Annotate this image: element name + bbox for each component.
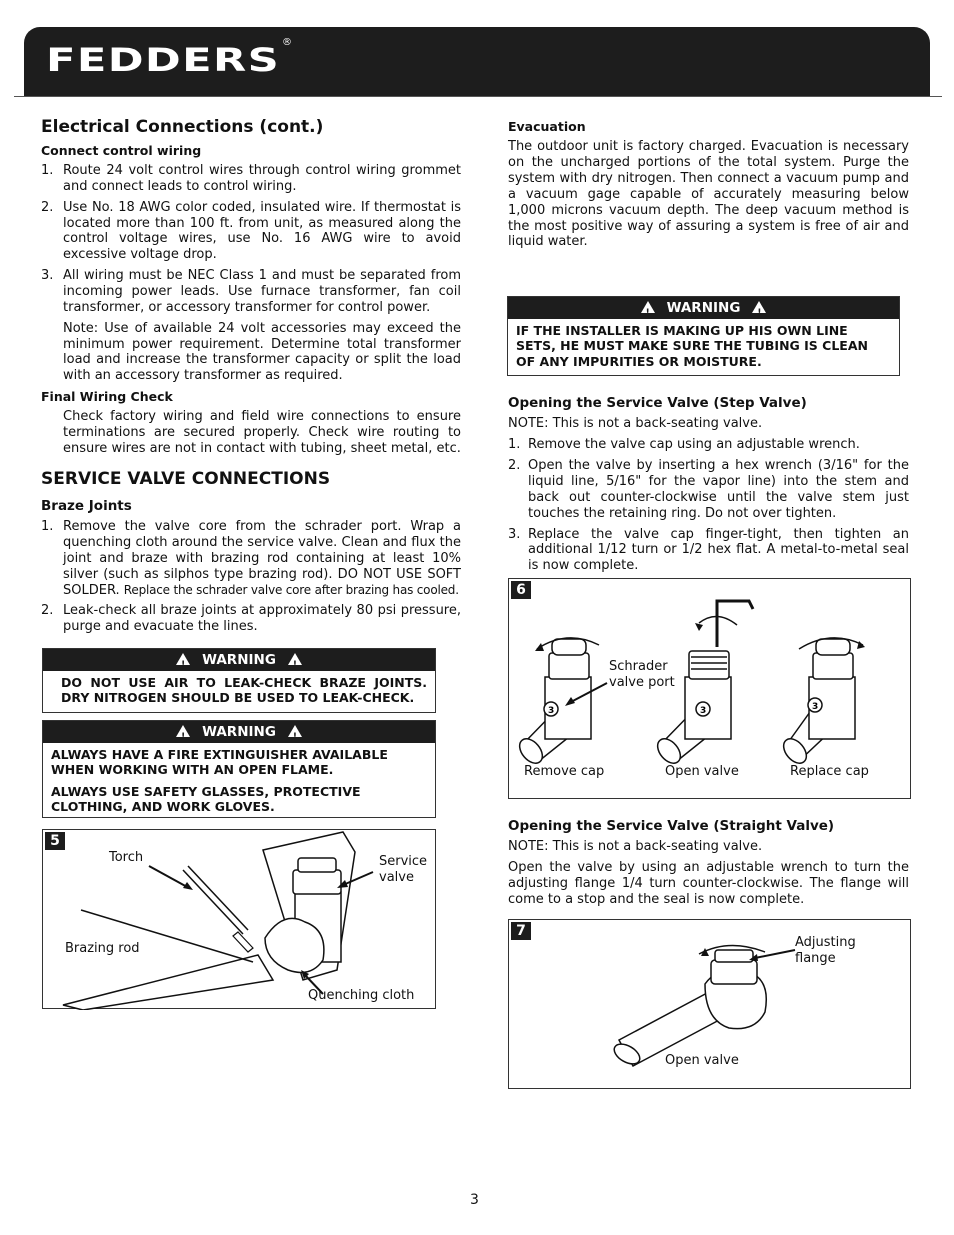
list-item: 2. Leak-check all braze joints at approximately 80 psi pressure, purge and evacuate the lines.: [41, 603, 461, 635]
warning-triangle-icon: [752, 301, 766, 313]
label-brazing-rod: Brazing rod: [65, 941, 140, 956]
figure-number: 5: [45, 832, 65, 850]
svg-text:3: 3: [700, 706, 707, 716]
list-item: 3. Replace the valve cap finger-tight, then tighten an additional 1/12 turn or 1/2 hex flat. A metal-to-metal seal is now complete.: [508, 526, 909, 574]
warning-text: DO NOT USE AIR TO LEAK-CHECK BRAZE JOINTS. DRY NITROGEN SHOULD BE USED TO LEAK-CHECK.: [61, 675, 427, 706]
list-item: 2. Open the valve by inserting a hex wrench (3/16" for the liquid line, 5/16" for the vapor line) into the stem and back out counter-clockwise until the valve stem just touches the retaining ring. Do not over tighten.: [508, 458, 909, 521]
warning-header: !WARNING!: [43, 721, 435, 743]
warning-body: [43, 743, 435, 826]
heading-step-valve: Opening the Service Valve (Step Valve): [508, 395, 807, 411]
label-remove-cap: Remove cap: [524, 764, 605, 779]
straight-text: Open the valve by using an adjustable wrench to turn the adjusting flange 1/4 turn counter-clockwise. The flange will come to a stop and the seal is now complete.: [508, 860, 909, 908]
list-item: 1. Remove the valve cap using an adjustable wrench.: [508, 437, 860, 453]
step-valve-section: [508, 387, 909, 579]
step-valve-list: [508, 437, 909, 574]
label-torch: Torch: [109, 850, 144, 865]
label-schrader-valve-port: Schrader valve port: [609, 659, 675, 690]
step-note: NOTE: This is not a back-seating valve.: [508, 416, 763, 432]
straight-note: NOTE: This is not a back-seating valve.: [508, 839, 763, 855]
warning-triangle-icon: [176, 653, 190, 665]
warning-text: ALWAYS USE SAFETY GLASSES, PROTECTIVE CLOTHING, AND WORK GLOVES.: [51, 783, 361, 814]
warning-header: !WARNING!: [508, 297, 899, 319]
heading-braze-joints: Braze Joints: [41, 497, 132, 514]
warning-text: ALWAYS HAVE A FIRE EXTINGUISHER AVAILABLE WHEN WORKING WITH AN OPEN FLAME.: [51, 747, 388, 778]
svg-text:3: 3: [548, 706, 555, 716]
braze-list: [41, 519, 461, 635]
list-item: 1. Route 24 volt control wires through control wiring grommet and connect leads to control wiring.: [41, 162, 461, 194]
heading-straight-valve: Opening the Service Valve (Straight Valve): [508, 818, 835, 834]
connect-note: Note: Use of available 24 volt accessories may exceed the minimum power requirement. Determine total transformer load and increase the transformer capacity or split the load with an accessory transformer as required.: [63, 320, 461, 384]
heading-evacuation: Evacuation: [508, 119, 586, 134]
registered-mark: ®: [282, 37, 292, 48]
figure-6-step-valve: [508, 578, 911, 799]
warning-box-leak-check: [42, 648, 436, 713]
label-open-valve: Open valve: [665, 1053, 739, 1068]
label-open-valve: Open valve: [665, 764, 739, 779]
header-rule: [14, 96, 942, 97]
figure-number: 7: [511, 922, 531, 940]
label-service-valve: Service valve: [379, 854, 428, 885]
warning-triangle-icon: [641, 301, 655, 313]
header-bar: [24, 27, 930, 97]
figure-number: 6: [511, 581, 531, 599]
final-wiring-text: Check factory wiring and field wire connections to ensure terminations are secured properly. Check wire routing to ensure wires are not in contact with tubing, sheet metal, etc.: [63, 409, 461, 457]
figure-5-brazing: [42, 829, 436, 1009]
section-title-service-valve: SERVICE VALVE CONNECTIONS: [41, 468, 331, 489]
warning-triangle-icon: [288, 725, 302, 737]
warning-header: !WARNING!: [43, 649, 435, 671]
straight-valve-section: [508, 810, 909, 913]
brazing-illustration: [43, 830, 437, 1010]
section-title-electrical: Electrical Connections (cont.): [41, 117, 324, 137]
right-column: [508, 117, 909, 255]
label-replace-cap: Replace cap: [790, 764, 869, 779]
warning-triangle-icon: [288, 653, 302, 665]
fedders-logo: FEDDERS: [46, 41, 281, 79]
connect-wiring-list: [41, 163, 461, 316]
list-item: 2. Use No. 18 AWG color coded, insulated wire. If thermostat is located more than 100 ft. from unit, as measured along the control voltage wires, use No. 16 AWG wire to avoid excessive voltage drop.: [41, 199, 461, 263]
warning-triangle-icon: [176, 725, 190, 737]
evacuation-text: The outdoor unit is factory charged. Evacuation is necessary on the uncharged portions of the total system. Purge the system with dry nitrogen. Then connect a vacuum pump and a vacuum gage capable of accurately measuring below 1,000 microns vacuum depth. The deep vacuum method is the most positive way of assuring a system is free of air and liquid water.: [508, 139, 909, 250]
figure-7-straight-valve: [508, 919, 911, 1089]
warning-box-fire: [42, 720, 436, 818]
page-number: 3: [470, 1192, 479, 1208]
list-item: 3. All wiring must be NEC Class 1 and must be separated from incoming power leads. Use furnace transformer, fan coil transformer, or accessory transformer for control power.: [41, 268, 461, 315]
heading-final-wiring-check: Final Wiring Check: [41, 389, 173, 405]
list-item: 1. Remove the valve core from the schrader port. Wrap a quenching cloth around the service valve. Clean and flux the joint and braze with brazing rod containing at least 10% silver (such as silphos type brazing rod). DO NOT USE SOFT SOLDER. Replace the schrader valve core after brazing has cooled.: [41, 519, 461, 598]
left-column: [41, 117, 461, 640]
heading-connect-control-wiring: Connect control wiring: [41, 142, 202, 158]
svg-text:3: 3: [812, 702, 819, 712]
warning-text: IF THE INSTALLER IS MAKING UP HIS OWN LINE SETS, HE MUST MAKE SURE THE TUBING IS CLEAN OF ANY IMPURITIES OR MOISTURE.: [516, 323, 868, 369]
label-adjusting-flange: Adjusting flange: [795, 935, 856, 966]
label-quenching-cloth: Quenching cloth: [308, 988, 415, 1003]
warning-box-line-sets: [507, 296, 900, 376]
